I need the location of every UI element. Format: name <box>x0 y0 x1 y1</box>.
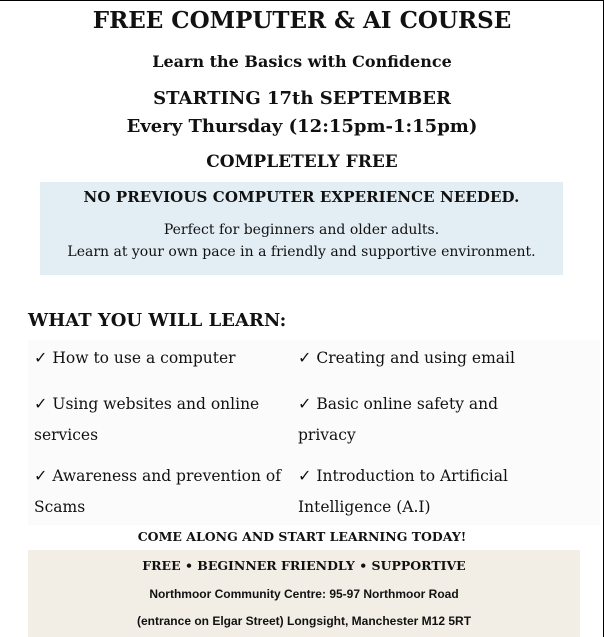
info-line-2: Learn at your own pace in a friendly and supportive environment. <box>67 244 536 260</box>
list-item <box>34 460 281 523</box>
list-item <box>34 388 259 451</box>
check-icon: ✓ <box>34 348 48 367</box>
page-title: FREE COMPUTER & AI COURSE <box>92 7 512 34</box>
check-icon: ✓ <box>298 394 312 413</box>
check-icon: ✓ <box>298 348 312 367</box>
call-to-action: COME ALONG AND START LEARNING TODAY! <box>137 529 467 544</box>
info-box <box>40 182 563 275</box>
info-line-1: Perfect for beginners and older adults. <box>163 222 440 238</box>
list-item-text: Basic online safety and <box>316 395 499 413</box>
check-icon: ✓ <box>298 466 312 485</box>
list-item-text-continued: Scams <box>34 498 86 516</box>
list-item <box>298 388 498 451</box>
start-date: STARTING 17th SEPTEMBER <box>153 88 451 109</box>
info-heading: NO PREVIOUS COMPUTER EXPERIENCE NEEDED. <box>83 188 520 206</box>
list-item-text-continued: Intelligence (A.I) <box>298 498 431 516</box>
learn-section-title: WHAT YOU WILL LEARN: <box>28 310 287 331</box>
check-icon: ✓ <box>34 394 48 413</box>
list-item <box>34 342 236 374</box>
list-item-text: Introduction to Artificial <box>316 467 508 485</box>
list-item-text-continued: privacy <box>298 426 356 444</box>
footer-box <box>28 550 580 637</box>
page-subtitle: Learn the Basics with Confidence <box>152 52 452 71</box>
list-item <box>298 460 508 523</box>
list-item-text: How to use a computer <box>52 349 236 367</box>
venue-address-line-2: (entrance on Elgar Street) Longsight, Manchester M12 5RT <box>136 614 472 628</box>
list-item-text: Creating and using email <box>316 349 515 367</box>
check-icon: ✓ <box>34 466 48 485</box>
footer-tags: FREE • BEGINNER FRIENDLY • SUPPORTIVE <box>142 558 466 573</box>
list-item-text: Using websites and online <box>52 395 260 413</box>
price-label: COMPLETELY FREE <box>206 152 398 172</box>
list-item-text: Awareness and prevention of <box>52 467 281 485</box>
top-border <box>0 0 604 1</box>
list-item-text-continued: services <box>34 426 99 444</box>
schedule: Every Thursday (12:15pm-1:15pm) <box>126 116 478 137</box>
venue-address-line-1: Northmoor Community Centre: 95-97 Northmoor Road <box>149 587 459 601</box>
list-item <box>298 342 515 374</box>
